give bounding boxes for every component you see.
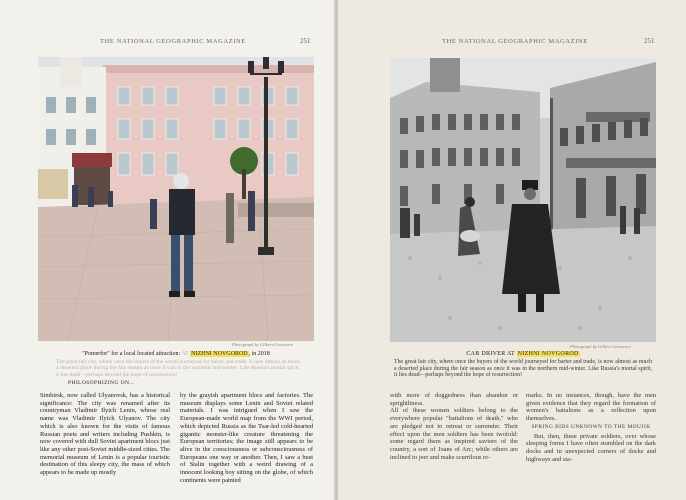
left-photo-color-street	[38, 57, 314, 341]
right-page-number: 251	[644, 37, 655, 45]
left-running-head: THE NATIONAL GEOGRAPHIC MAGAZINE	[100, 38, 246, 45]
right-column-2-para-b: But, then, these private soldiers, over whose sleeping forms I have often stumbled on the dark docks and in unexpected corners of docks and highways and sta-	[526, 432, 656, 463]
right-caption-highlight: NIZHNI NOVGOROD	[517, 351, 579, 357]
right-caption-lead: CAB DRIVER AT	[466, 351, 515, 357]
left-caption-lead: "Pomerfor" for a local located attraction:	[82, 351, 181, 357]
left-column-1: Simbirsk, now called Ulyanovsk, has a historical significance: The city was renamed after its countryman Vladimir Ilyich Lenin, whose real name was Vladimir Ilyich Ulyanov. The city which is also known for the visits of famous Russian poets and writers including Pushkin, is now covered with dull Soviet apartment blocs just like any other post-Soviet middle-sized cities. The memorial museum of Lenin is a popular touristic destination of this sleepy city, the mass of which appears to be made up mostly	[40, 392, 170, 477]
right-page	[338, 0, 686, 500]
left-caption-ghost: AT	[181, 351, 189, 357]
left-page-number: 251	[300, 37, 311, 45]
right-caption	[390, 351, 656, 358]
left-faint-paragraph: The great fair city, where once the buyers of the world journeyed for barter and trade, is now almost as much a deserted place during the fair season as once it was in the northern mid-winter. Like Russia's mortal spirit, it lies dead—perhaps beyond the hope of resurrection!	[56, 359, 300, 378]
right-column-2-subhead: SPRING BIDS UNKNOWN TO THE MOUJIK	[531, 423, 651, 430]
right-running-head: THE NATIONAL GEOGRAPHIC MAGAZINE	[442, 38, 588, 45]
left-caption	[40, 351, 312, 358]
right-photo-credit: Photograph by Gilbert Grosvenor	[570, 344, 632, 349]
left-caption-tail: , in 2018	[248, 351, 270, 357]
left-subhead: PHILOSOPHIZING ON...	[68, 380, 135, 386]
right-photo-bw-street	[390, 58, 656, 342]
left-caption-highlight: NIZHNI NOVGOROD	[191, 351, 248, 357]
right-column-2-para-a: marks. In no instances, though, have the men given evidence that they regard the formation of women's battalions as a reflection upon themselves.	[526, 392, 656, 423]
left-page	[0, 0, 336, 500]
right-column-2	[526, 392, 656, 463]
left-column-2: by the grayish apartment blocs and factories. The museum displays some Lenin and Soviet related materials. I was intrigued when I saw the European-made world map from the WWI period, which depicted Russia as the Tsar-led cold-hearted gigantic monster-like creature threatening the European territories; the image still appears to be alive in the consciousness or subconsciousness of Europeans one way or another. Then, I saw a bust of Stalin together with a weird drawing of a innocent looking boy sitting on the globe, of which continents were painted	[180, 392, 313, 484]
right-caption-paragraph: The great fair city, where once the buyers of the world journeyed for barter and trade, is now almost as much a deserted place during the fair season as once it was in the northern mid-winter. Like Russia's mortal spirit, it lies dead—perhaps beyond the hope of resurrection!	[394, 359, 652, 379]
left-photo-credit: Photograph by Gilbert Grosvenor	[232, 342, 294, 347]
right-column-1: with more of doggedness than abandon or sprightliness. All of these women soldiers belong to the everywhere popular "battalions of death," who are pledged not to retreat or surrender. Their effect upon the men soldiers has been twofold: some regard them as inspired saviors of the country, a sort of Joans of Arc; while others are inclined to jeer and make scurrilous re-	[390, 392, 518, 461]
